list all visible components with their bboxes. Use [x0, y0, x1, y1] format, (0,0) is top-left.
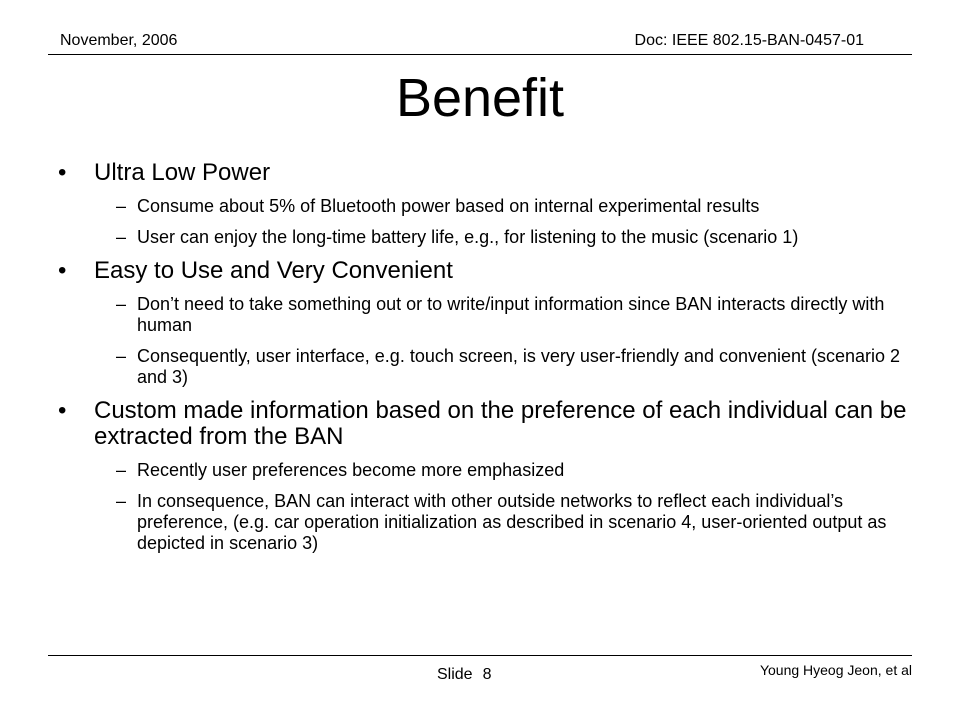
footer-author: Young Hyeog Jeon, et al — [759, 662, 912, 678]
sub-bullet-item — [116, 196, 908, 217]
sub-bullet-text: Consume about 5% of Bluetooth power based on internal experimental results — [137, 196, 760, 216]
bullet-heading: Custom made information based on the preference of each individual can be extracted from the BAN — [94, 397, 907, 450]
header-date: November, 2006 — [60, 32, 178, 49]
dash-icon: – — [116, 196, 127, 216]
bullet-item — [58, 398, 908, 450]
bullet-icon: • — [58, 397, 67, 424]
sub-bullet-text: Don’t need to take something out or to write/input information since BAN interacts directly with human — [137, 294, 885, 335]
sub-bullet-text: Consequently, user interface, e.g. touch screen, is very user-friendly and convenient (scenario 2 and 3) — [137, 346, 901, 387]
sub-bullet-text: User can enjoy the long-time battery life, e.g., for listening to the music (scenario 1) — [137, 227, 799, 247]
sub-bullet-item — [116, 346, 908, 388]
header-divider — [48, 54, 912, 55]
sub-bullet-item — [116, 491, 908, 554]
dash-icon: – — [116, 460, 127, 480]
bullet-icon: • — [58, 257, 67, 284]
dash-icon: – — [116, 346, 127, 366]
slide-title: Benefit — [395, 68, 565, 128]
dash-icon: – — [116, 294, 127, 314]
footer-divider — [48, 655, 912, 656]
dash-icon: – — [116, 491, 127, 511]
sub-bullet-item — [116, 460, 908, 481]
bullet-heading: Easy to Use and Very Convenient — [94, 257, 453, 284]
slide-label: Slide — [437, 666, 473, 683]
bullet-item — [58, 160, 908, 186]
bullet-icon: • — [58, 159, 67, 186]
slide-body — [58, 160, 908, 554]
slide-number — [437, 666, 491, 684]
dash-icon: – — [116, 227, 127, 247]
sub-bullet-text: In consequence, BAN can interact with other outside networks to reflect each individual’s preference, (e.g. car operation initialization as described in scenario 4, user-oriented output as depicted in scenario 3) — [137, 491, 887, 553]
header-doc-id: Doc: IEEE 802.15-BAN-0457-01 — [634, 32, 864, 49]
bullet-item — [58, 258, 908, 284]
bullet-heading: Ultra Low Power — [94, 159, 271, 186]
sub-bullet-item — [116, 227, 908, 248]
slide-number-value: 8 — [482, 666, 492, 683]
sub-bullet-item — [116, 294, 908, 336]
sub-bullet-text: Recently user preferences become more emphasized — [137, 460, 565, 480]
